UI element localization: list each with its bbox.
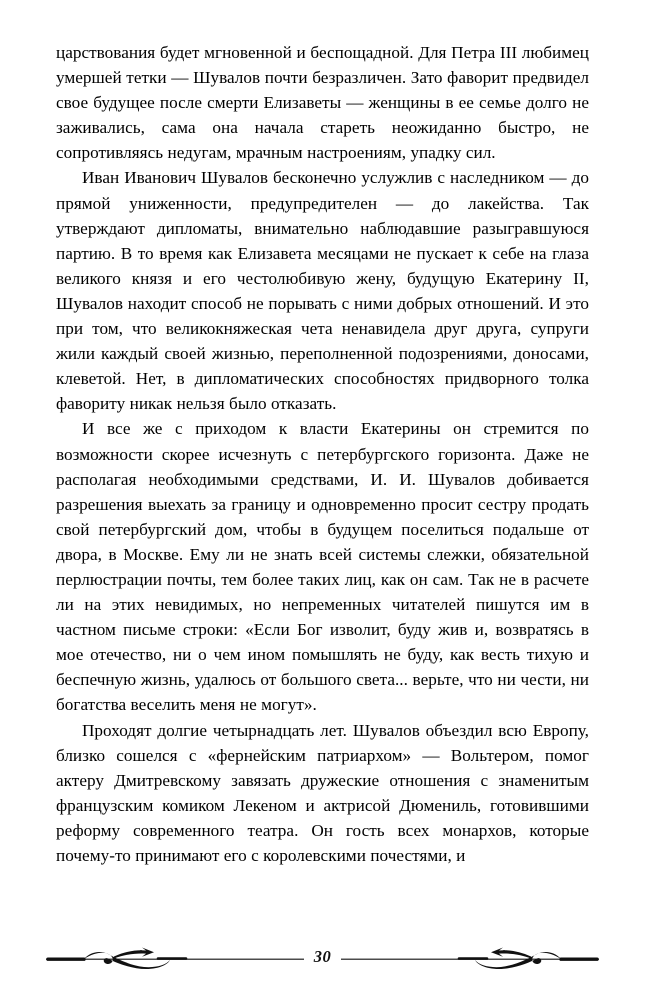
page-footer bbox=[0, 938, 645, 980]
footer-inner bbox=[0, 938, 645, 980]
paragraph-4: Проходят долгие четырнадцать лет. Шувалов объездил всю Европу, близко сошелся с «фернейским патриархом» — Вольтером, помог актеру Дмитревскому завязать дружеские отношения с знаменитым французским комиком Лекеном и актрисой Дюмениль, готовившими реформу современного театра. Он гость всех монархов, которые почему-то принимают его с королевскими почестями, и bbox=[56, 720, 589, 865]
paragraph-3: И все же с приходом к власти Екатерины он стремится по возможности скорее исчезнуть с петербургского горизонта. Даже не располагая необходимыми средствами, И. И. Шувалов добивается разрешения выехать за границу и одновременно просит сестру продать свой петербургский дом, чтобы в будущем поселиться подальше от двора, в Москве. Ему ли не знать всей системы слежки, обязательной перлюстрации почты, тем более таких лиц, как он сам. Так не в расчете ли на этих невидимых, но непременных читателей пишутся им в частном письме строки: «Если Бог изволит, буду жив и, возвратясь в мое отечество, ни о чем ином помышлять не буду, как весть тихую и беспечную жизнь, удалюсь от большого света... верьте, что ни чести, ни богатства веселить меня не могут». bbox=[56, 419, 589, 715]
page-number: 30 bbox=[313, 947, 332, 966]
paragraph-2: Иван Иванович Шувалов бесконечно услужлив с наследником — до прямой униженности, предупредителен — до лакейства. Так утверждают дипломаты, внимательно наблюдавшие разыгравшуюся партию. В то время как Елизавета месяцами не пускает к себе на глаза великого князя и его честолюбивую жену, будущую Екатерину II, Шувалов находит способ не порывать с ними добрых отношений. И это при том, что великокняжеская чета ненавидела друг друга, супруги жили каждый своей жизнью, переполненной подозрениями, доносами, клеветой. Нет, в дипломатических способностях придворного толка фавориту никак нельзя было отказать. bbox=[56, 168, 589, 414]
paragraph-1: царствования будет мгновенной и беспощадной. Для Петра III любимец умершей тетки — Шувалов почти безразличен. Зато фаворит предвидел свое будущее после смерти Елизаветы — женщины в ее семье долго не заживались, сама она начала стареть неожиданно быстро, не сопротивляясь недугам, мрачным настроениям, упадку сил. bbox=[56, 43, 589, 163]
page-text-block bbox=[56, 40, 589, 868]
